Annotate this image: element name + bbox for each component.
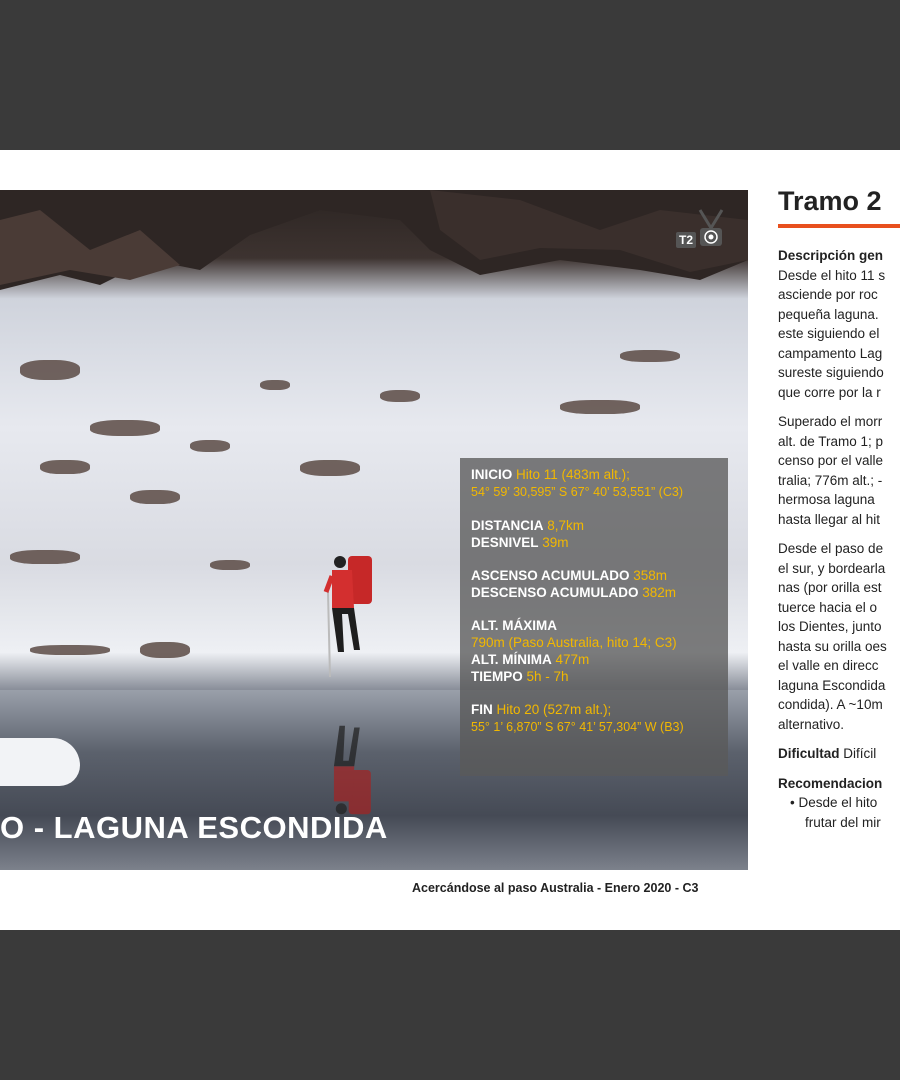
- fin-value: Hito 20 (527m alt.);: [496, 702, 612, 717]
- text-line: este siguiendo el: [778, 326, 880, 341]
- route-info-box: [460, 458, 728, 776]
- altmin-value: 477m: [555, 652, 590, 667]
- text-line: hasta su orilla oes: [778, 638, 887, 654]
- tiempo-value: 5h - 7h: [526, 669, 569, 684]
- altmax-label: ALT. MÁXIMA: [471, 618, 557, 633]
- route-title: O - LAGUNA ESCONDIDA: [0, 810, 388, 845]
- text-line: alt. de Tramo 1; p: [778, 433, 884, 449]
- rocky-ridge: [0, 190, 748, 300]
- text-line: el valle en direcc: [778, 658, 879, 673]
- badge-label: T2: [676, 232, 696, 248]
- desnivel-label: DESNIVEL: [471, 535, 539, 550]
- text-line: censo por el valle: [778, 453, 884, 468]
- guide-page: [0, 150, 900, 930]
- description-heading: Descripción gen: [778, 248, 884, 263]
- section-title: Tramo 2: [778, 186, 882, 216]
- text-line: hasta llegar al hit: [778, 511, 881, 527]
- recomendaciones-heading: Recomendacion: [778, 775, 883, 791]
- fin-coords: 55° 1’ 6,870” S 67° 41’ 57,304” W (B3): [471, 720, 684, 734]
- hiking-photo: [0, 190, 748, 870]
- photo-caption: Acercándose al paso Australia - Enero 2020 - C3: [412, 881, 699, 895]
- tramo-badge: [674, 208, 728, 252]
- dificultad-value: Difícil: [843, 746, 877, 761]
- accent-rule: [778, 224, 900, 228]
- fin-label: FIN: [471, 702, 493, 717]
- text-line: hermosa laguna: [778, 492, 875, 507]
- description-text: [778, 246, 900, 842]
- desnivel-value: 39m: [542, 535, 569, 550]
- ascenso-label: ASCENSO ACUMULADO: [471, 568, 630, 583]
- descenso-label: DESCENSO ACUMULADO: [471, 585, 639, 600]
- inicio-label: INICIO: [471, 467, 513, 482]
- text-line: alternativo.: [778, 716, 845, 732]
- descenso-value: 382m: [642, 585, 677, 600]
- ascenso-value: 358m: [633, 568, 668, 583]
- dificultad-label: Dificultad: [778, 746, 840, 761]
- text-line: que corre por la r: [778, 384, 881, 400]
- hiker-reflection: [322, 698, 392, 818]
- text-line: campamento Lag: [778, 345, 883, 361]
- text-line: laguna Escondida: [778, 677, 886, 693]
- text-line: sureste siguiendo: [778, 365, 884, 380]
- text-line: Desde el hito 11 s: [778, 267, 886, 283]
- text-line: pequeña laguna.: [778, 306, 879, 322]
- text-line: Desde el paso de: [778, 541, 884, 556]
- altmin-label: ALT. MÍNIMA: [471, 652, 552, 667]
- distancia-value: 8,7km: [547, 518, 585, 533]
- bullet-item-continued: frutar del mir: [805, 814, 881, 830]
- text-line: Superado el morr: [778, 414, 883, 429]
- hiker-figure: [322, 552, 392, 682]
- altmax-value: 790m (Paso Australia, hito 14; C3): [471, 635, 677, 650]
- bullet-item: • Desde el hito: [790, 795, 878, 810]
- distancia-label: DISTANCIA: [471, 518, 544, 533]
- snow-bank: [0, 738, 80, 786]
- text-line: los Dientes, junto: [778, 619, 882, 634]
- text-line: nas (por orilla est: [778, 580, 882, 595]
- text-line: tuerce hacia el o: [778, 599, 878, 615]
- text-line: el sur, y bordearla: [778, 560, 886, 576]
- text-line: condida). A ~10m: [778, 697, 883, 712]
- text-line: tralia; 776m alt.; -: [778, 472, 883, 488]
- inicio-value: Hito 11 (483m alt.);: [516, 467, 630, 482]
- inicio-coords: 54° 59’ 30,595” S 67° 40’ 53,551” (C3): [471, 485, 683, 499]
- tiempo-label: TIEMPO: [471, 669, 523, 684]
- camera-icon: [696, 208, 726, 248]
- text-line: asciende por roc: [778, 287, 878, 302]
